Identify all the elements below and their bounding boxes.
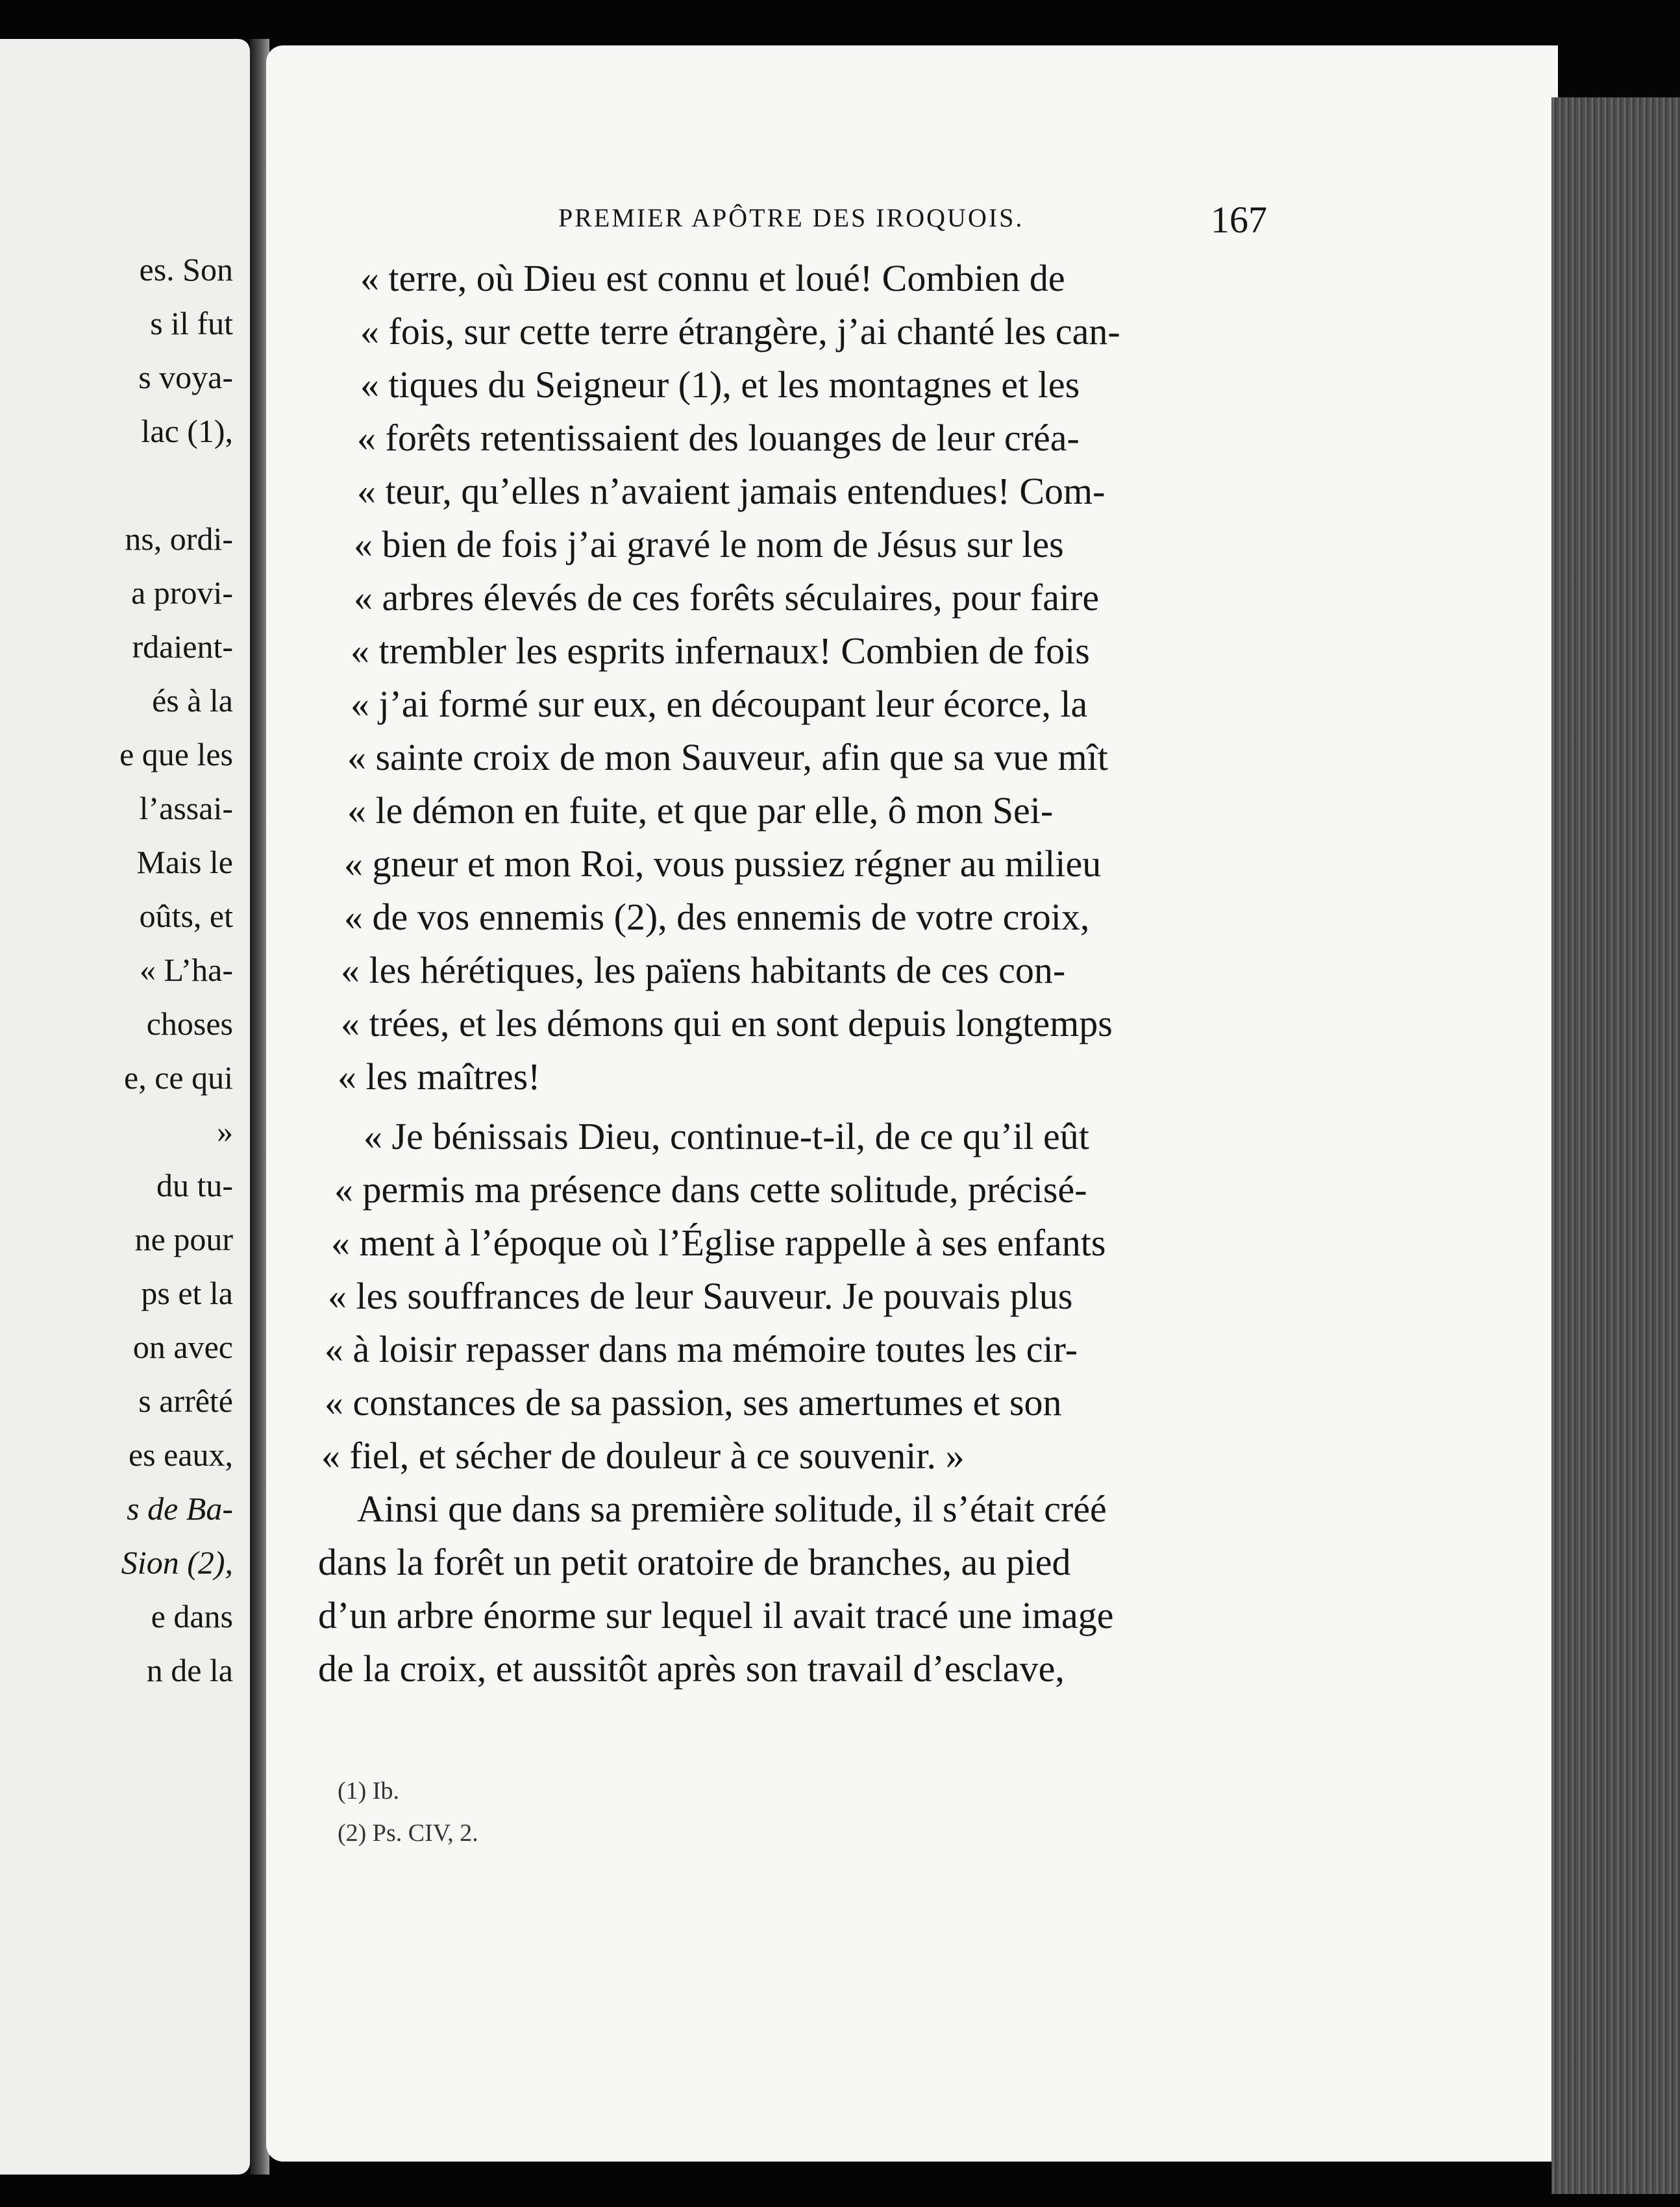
text-line: « bien de fois j’ai gravé le nom de Jésus sur les	[354, 523, 1064, 565]
footnote: (2) Ps. CIV, 2.	[338, 1819, 478, 1847]
left-page-line: es eaux,	[128, 1436, 233, 1473]
left-page-line: ns, ordi-	[125, 521, 233, 557]
left-page	[0, 39, 250, 2175]
text-line: de la croix, et aussitôt après son travail d’esclave,	[318, 1647, 1065, 1690]
text-line: « fois, sur cette terre étrangère, j’ai chanté les can-	[360, 310, 1120, 352]
text-line: d’un arbre énorme sur lequel il avait tracé une image	[318, 1594, 1114, 1636]
left-page-line: s voya-	[138, 359, 233, 395]
text-line: « j’ai formé sur eux, en découpant leur écorce, la	[351, 683, 1088, 725]
left-page-line: « L’ha-	[140, 952, 233, 988]
text-line: « trées, et les démons qui en sont depuis longtemps	[341, 1002, 1113, 1044]
text-line: « terre, où Dieu est connu et loué! Combien de	[360, 257, 1065, 299]
left-page-line: Mais le	[136, 844, 233, 880]
left-page-line: »	[217, 1113, 233, 1150]
left-page-line: l’assai-	[139, 790, 233, 826]
left-page-line: s de Ba-	[127, 1490, 233, 1527]
text-line: dans la forêt un petit oratoire de branches, au pied	[318, 1541, 1071, 1583]
text-line: Ainsi que dans sa première solitude, il s’était créé	[357, 1488, 1107, 1530]
left-page-line: rdaient-	[132, 628, 233, 665]
text-line: « permis ma présence dans cette solitude, précisé-	[334, 1168, 1087, 1211]
text-line: « ment à l’époque où l’Église rappelle à ses enfants	[331, 1222, 1106, 1264]
text-line: « tiques du Seigneur (1), et les montagnes et les	[360, 364, 1080, 406]
text-line: « fiel, et sécher de douleur à ce souvenir. »	[321, 1435, 965, 1477]
text-line: « les hérétiques, les païens habitants de ces con-	[341, 949, 1066, 991]
text-line: « constances de sa passion, ses amertumes et son	[325, 1381, 1062, 1424]
left-page-line: ps et la	[141, 1275, 233, 1311]
left-page-line: ne pour	[134, 1221, 233, 1257]
text-line: « forêts retentissaient des louanges de leur créa-	[357, 417, 1080, 459]
text-line: « Je bénissais Dieu, continue-t-il, de ce qu’il eût	[364, 1115, 1089, 1157]
text-line: « teur, qu’elles n’avaient jamais entendues! Com-	[357, 470, 1106, 512]
footnote: (1) Ib.	[338, 1777, 399, 1805]
left-page-line: du tu-	[156, 1167, 233, 1203]
page-edge	[1551, 97, 1680, 2194]
left-page-line: e dans	[151, 1598, 233, 1634]
left-page-line: es. Son	[139, 251, 233, 288]
text-line: « arbres élevés de ces forêts séculaires, pour faire	[354, 576, 1100, 619]
text-line: « les souffrances de leur Sauveur. Je pouvais plus	[328, 1275, 1073, 1317]
left-page-line: e, ce qui	[124, 1059, 233, 1096]
left-page-line: s arrêté	[138, 1383, 233, 1419]
left-page-line: on avec	[132, 1329, 233, 1365]
left-page-line: oûts, et	[139, 898, 233, 934]
text-line: « gneur et mon Roi, vous pussiez régner au milieu	[344, 843, 1102, 885]
text-line: « trembler les esprits infernaux! Combien de fois	[351, 630, 1090, 672]
text-line: « sainte croix de mon Sauveur, afin que sa vue mît	[347, 736, 1108, 778]
left-page-line: a provi-	[131, 574, 233, 611]
left-page-line: s il fut	[150, 305, 233, 341]
left-page-line: choses	[146, 1005, 233, 1042]
running-head: PREMIER APÔTRE DES IROQUOIS.	[558, 203, 1024, 232]
text-line: « le démon en fuite, et que par elle, ô mon Sei-	[347, 789, 1054, 832]
text-line: « les maîtres!	[338, 1055, 541, 1098]
left-page-line: lac (1),	[141, 413, 233, 449]
left-page-line: e que les	[119, 736, 233, 772]
left-page-line: és à la	[152, 682, 233, 719]
left-page-line: n de la	[146, 1652, 233, 1688]
left-page-line: Sion (2),	[121, 1544, 233, 1581]
page-number: 167	[1211, 199, 1267, 241]
text-line: « à loisir repasser dans ma mémoire toutes les cir-	[325, 1328, 1078, 1370]
text-line: « de vos ennemis (2), des ennemis de votre croix,	[344, 896, 1090, 938]
